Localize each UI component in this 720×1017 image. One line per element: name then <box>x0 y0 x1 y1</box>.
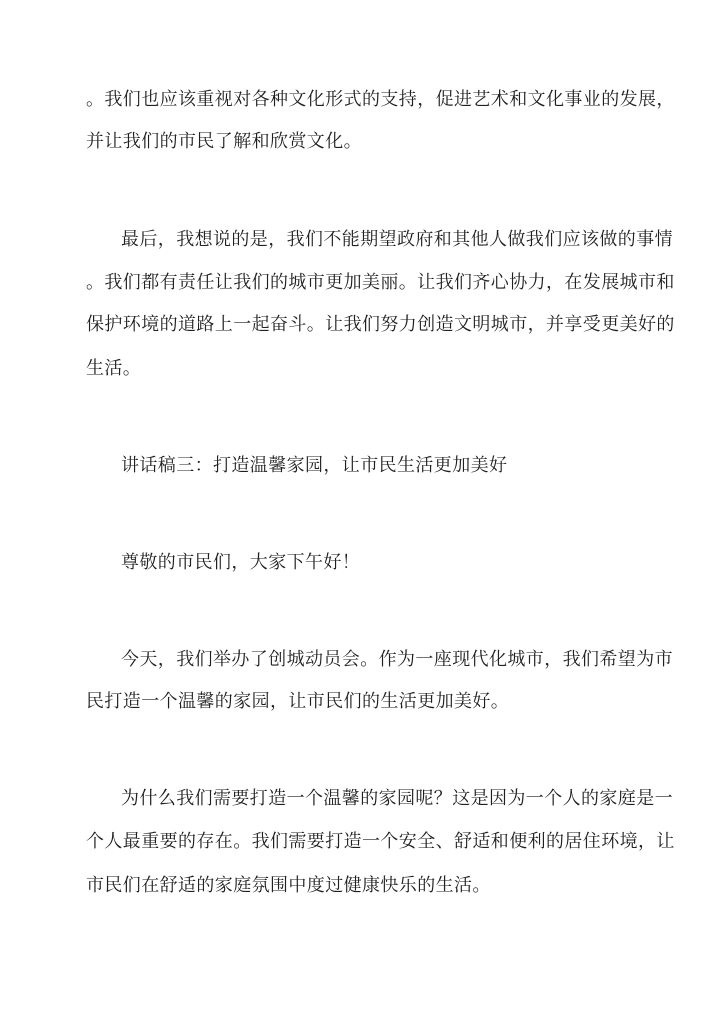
paragraph-2-line-3: 保护环境的道路上一起奋斗。让我们努力创造文明城市，并享受更美好的 <box>86 314 675 335</box>
paragraph-4-line-3: 市民们在舒适的家庭氛围中度过健康快乐的生活。 <box>86 875 491 896</box>
paragraph-2-line-2: 。我们都有责任让我们的城市更加美丽。让我们齐心协力，在发展城市和 <box>86 272 675 293</box>
paragraph-1-line-1: 。我们也应该重视对各种文化形式的支持，促进艺术和文化事业的发展， <box>86 89 675 110</box>
greeting: 尊敬的市民们，大家下午好！ <box>121 552 361 573</box>
paragraph-2-line-4: 生活。 <box>86 358 142 379</box>
paragraph-4-line-2: 个人最重要的存在。我们需要打造一个安全、舒适和便利的居住环境，让 <box>86 831 675 852</box>
paragraph-1-line-2: 并让我们的市民了解和欣赏文化。 <box>86 131 362 152</box>
paragraph-4-line-1: 为什么我们需要打造一个温馨的家园呢？这是因为一个人的家庭是一 <box>121 788 673 809</box>
speech-heading: 讲话稿三：打造温馨家园，让市民生活更加美好 <box>121 455 508 476</box>
paragraph-3-line-1: 今天，我们举办了创城动员会。作为一座现代化城市，我们希望为市 <box>121 649 673 670</box>
paragraph-2-line-1: 最后，我想说的是，我们不能期望政府和其他人做我们应该做的事情 <box>121 229 673 250</box>
paragraph-3-line-2: 民打造一个温馨的家园，让市民们的生活更加美好。 <box>86 691 510 712</box>
